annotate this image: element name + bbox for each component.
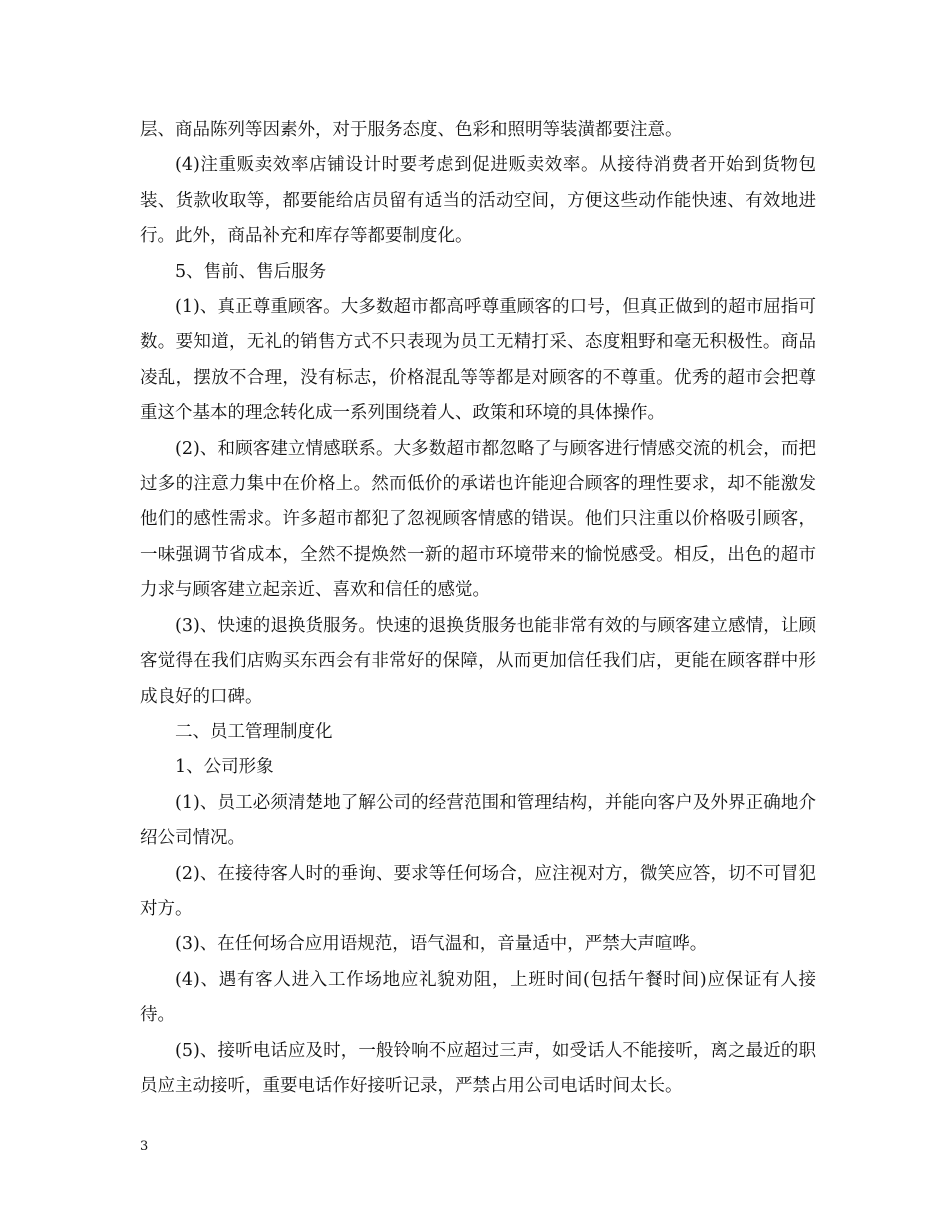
paragraph-rule-2: (2)、在接待客人时的垂询、要求等任何场合，应注视对方，微笑应答，切不可冒犯对方。 [140,863,816,919]
paragraph-emotional-connection: (2)、和顾客建立情感联系。大多数超市都忽略了与顾客进行情感交流的机会，而把过多的注意力集中在价格上。然而低价的承诺也许能迎合顾客的理性要求，却不能激发他们的感性需求。许多超市都犯了忽视顾客情感的错误。他们只注重以价格吸引顾客，一味强调节省成本，全然不提焕然一新的超市环境带来的愉悦感受。相反，出色的超市力求与顾客建立起亲近、喜欢和信任的感觉。 [140,438,816,601]
paragraph-rule-4: (4)、遇有客人进入工作场地应礼貌劝阻，上班时间(包括午餐时间)应保证有人接待。 [140,969,816,1026]
paragraph-respect-customers: (1)、真正尊重顾客。大多数超市都高呼尊重顾客的口号，但真正做到的超市屈指可数。要知道，无礼的销售方式不只表现为员工无精打采、态度粗野和毫无积极性。商品凌乱，摆放不合理，没有标志，价格混乱等等都是对顾客的不尊重。优秀的超市会把尊重这个基本的理念转化成一系列围绕着人、政策和环境的具体操作。 [140,297,816,424]
paragraph-sales-efficiency: (4)注重贩卖效率店铺设计时要考虑到促进贩卖效率。从接待消费者开始到货物包装、货款收取等，都要能给店员留有适当的活动空间，方便这些动作能快速、有效地进行。此外，商品补充和库存等都要制度化。 [140,155,816,247]
heading-company-image: 1、公司形象 [175,757,274,778]
document-body [140,113,816,1104]
heading-staff-management: 二、员工管理制度化 [175,721,333,742]
heading-presale-aftersale-service: 5、售前、售后服务 [175,261,327,282]
paragraph-rule-1: (1)、员工必须清楚地了解公司的经营范围和管理结构，并能向客户及外界正确地介绍公司情况。 [140,792,816,849]
paragraph-continuation: 层、商品陈列等因素外，对于服务态度、色彩和照明等装潢都要注意。 [140,120,683,140]
paragraph-rule-5: (5)、接听电话应及时，一般铃响不应超过三声，如受话人不能接听，离之最近的职员应主动接听，重要电话作好接听记录，严禁占用公司电话时间太长。 [140,1040,816,1096]
paragraph-rule-3: (3)、在任何场合应用语规范，语气温和，音量适中，严禁大声喧哗。 [175,934,708,955]
paragraph-fast-returns: (3)、快速的退换货服务。快速的退换货服务也能非常有效的与顾客建立感情，让顾客觉得在我们店购买东西会有非常好的保障，从而更加信任我们店，更能在顾客群中形成良好的口碑。 [140,615,816,707]
page-number: 3 [140,1139,149,1154]
